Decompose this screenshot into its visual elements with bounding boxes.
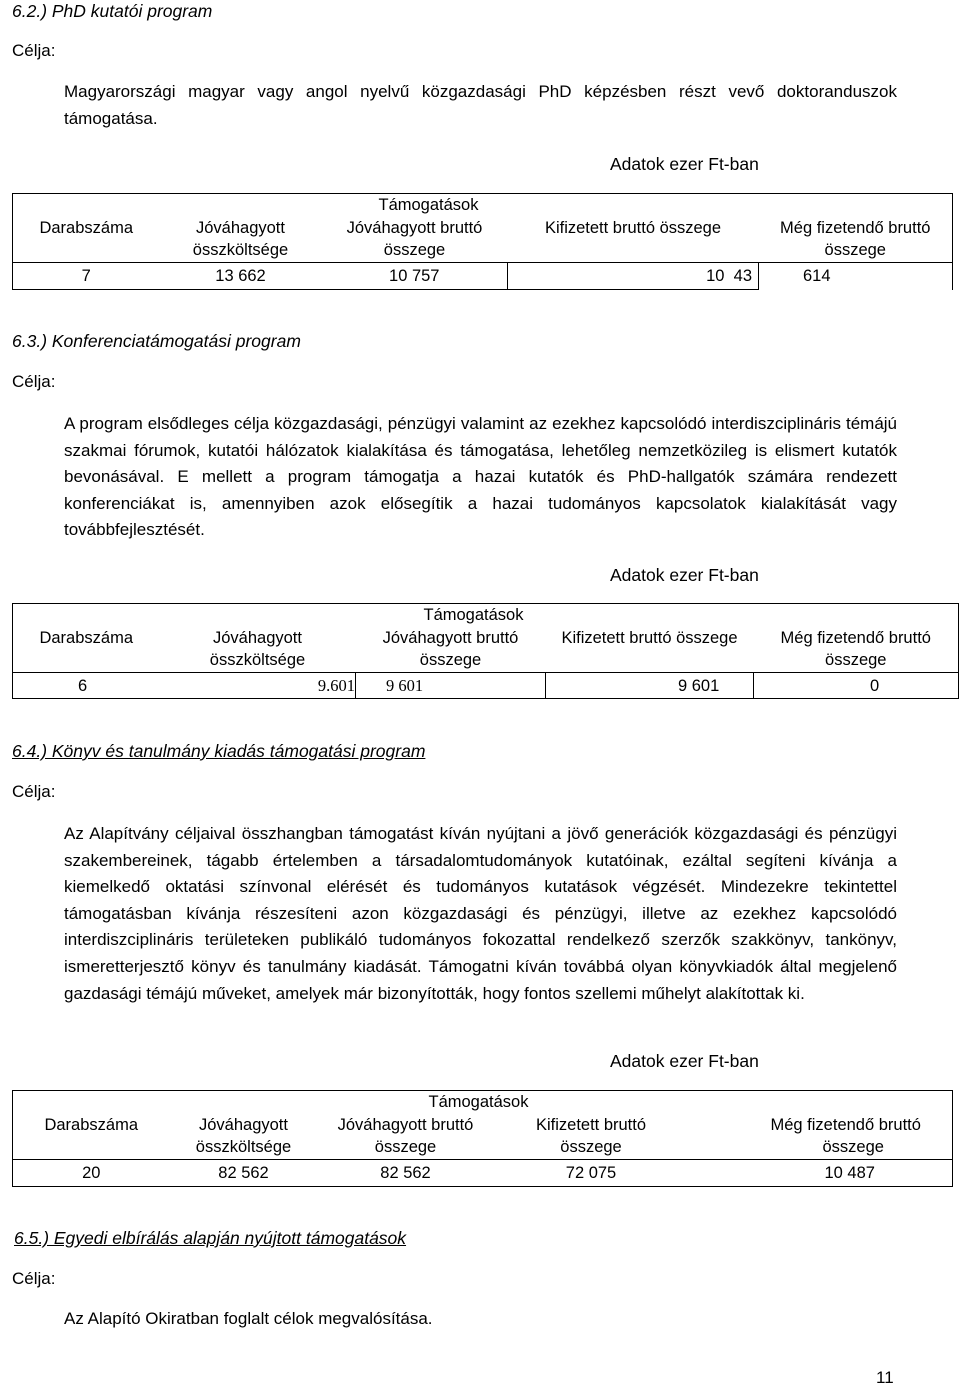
col-header-meg-fizetendo: Még fizetendő bruttó összege (759, 217, 953, 263)
table-cell: 6 (13, 673, 160, 699)
section-6-2-description: Magyarországi magyar vagy angol nyelvű közgazdasági PhD képzésben részt vevő doktoranduszok támogatása. (64, 82, 897, 128)
section-6-4-table (12, 1090, 953, 1187)
table-cell: 82 562 (318, 1160, 494, 1187)
section-6-3-celja-label: Célja: (12, 372, 56, 391)
page-number: 11 (876, 1368, 894, 1387)
section-6-5-description: Az Alapító Okiratban foglalt célok megvalósítása. (64, 1309, 433, 1328)
tamogatasok-header: Támogatások (322, 194, 759, 217)
col-header-jovahagyott-brutto: Jóváhagyott bruttó összege (337, 1115, 474, 1156)
table-cell: 9.601 (160, 673, 356, 699)
table-cell: 10 487 (689, 1160, 953, 1187)
section-6-4-celja-label: Célja: (12, 782, 56, 801)
col-header-kifizetett-brutto: Kifizetett bruttó összege (561, 628, 738, 647)
col-header-jovahagyott-osszkoltsege: Jóváhagyott összköltsége (192, 218, 289, 259)
col-header-kifizetett-brutto: Kifizetett bruttó összege (535, 1115, 647, 1156)
col-header-jovahagyott-brutto: Jóváhagyott bruttó összege (382, 628, 519, 669)
section-6-2-title: 6.2.) PhD kutatói program (12, 1, 213, 21)
section-6-3-table (12, 603, 959, 699)
section-6-4-description: Az Alapítvány céljaival összhangban támogatást kíván nyújtani a jövő generációk közgazdasági és pénzügyi szakembereinek, tágabb értelemben a társadalomtudományok kutatóinak, ezáltal segíteni kívánja a kiemelkedő oktatási színvonal elérését és tudományos kutatások végzését. Mindezekre tekintettel támogatásban kívánja részesíteni azon közgazdasági és pénzügyi, illetve az ezekhez kapcsolódó interdiszciplináris területeken publikáló tudományos fokozattal rendelkező szerzők szakkönyv, tankönyv, ismeretterjesztő könyv és tanulmány kiadását. Támogatni kíván továbbá olyan könyvkiadók által megjelenő gazdasági témájú műveket, amelyek már bizonyították, hogy fontos szellemi műhelyt alakítottak ki. (64, 824, 897, 1003)
col-header-darabszama: Darabszáma (13, 627, 160, 673)
section-6-2-unit-label: Adatok ezer Ft-ban (610, 154, 759, 174)
table-cell: 0 (754, 673, 959, 699)
col-header-jovahagyott-osszkoltsege: Jóváhagyott összköltsége (209, 628, 306, 669)
table-cell: 9 601 (546, 673, 754, 699)
tamogatasok-header: Támogatások (356, 604, 754, 627)
table-cell: 13 662 (160, 263, 322, 290)
table-cell: 72 075 (494, 1160, 689, 1187)
tamogatasok-header: Támogatások (318, 1091, 689, 1114)
col-header-darabszama: Darabszáma (13, 1114, 170, 1160)
col-header-jovahagyott-osszkoltsege: Jóváhagyott összköltsége (195, 1115, 292, 1156)
table-cell: 9 601 (356, 673, 546, 699)
col-header-jovahagyott-brutto: Jóváhagyott bruttó összege (346, 218, 483, 259)
section-6-4-unit-label: Adatok ezer Ft-ban (610, 1051, 759, 1071)
section-6-3-title: 6.3.) Konferenciatámogatási program (12, 331, 301, 351)
table-cell: 7 (13, 263, 160, 290)
col-header-kifizetett-brutto: Kifizetett bruttó összege (544, 218, 722, 237)
table-cell: 614 (759, 263, 953, 290)
col-header-darabszama: Darabszáma (13, 217, 160, 263)
section-6-2-table (12, 193, 953, 290)
section-6-3-description: A program elsődleges célja közgazdasági, pénzügyi valamint az ezekhez kapcsolódó interdiszciplináris témájú szakmai fórumok, kutatói hálózatok kialakítása és támogatása, lehetőleg nemzetközileg is elismert kutatók bevonásával. E mellett a program támogatja a hazai kutatók és PhD-hallgatók számára rendezett konferenciákat is, amennyiben azok elősegítik a hazai tudományos kapcsolatok kialakítását vagy továbbfejlesztését. (64, 414, 897, 540)
section-6-2-celja-label: Célja: (12, 41, 56, 60)
table-cell: 82 562 (170, 1160, 318, 1187)
table-cell: 10 757 (322, 263, 508, 290)
section-6-5-title: 6.5.) Egyedi elbírálás alapján nyújtott támogatások (14, 1228, 407, 1248)
section-6-4-title: 6.4.) Könyv és tanulmány kiadás támogatási program (12, 741, 426, 761)
col-header-meg-fizetendo: Még fizetendő bruttó összege (689, 1114, 953, 1160)
section-6-3-unit-label: Adatok ezer Ft-ban (610, 565, 759, 585)
section-6-5-celja-label: Célja: (12, 1269, 56, 1288)
table-cell: 20 (13, 1160, 170, 1187)
table-cell: 10 43 (508, 263, 759, 290)
col-header-meg-fizetendo: Még fizetendő bruttó összege (754, 627, 959, 673)
